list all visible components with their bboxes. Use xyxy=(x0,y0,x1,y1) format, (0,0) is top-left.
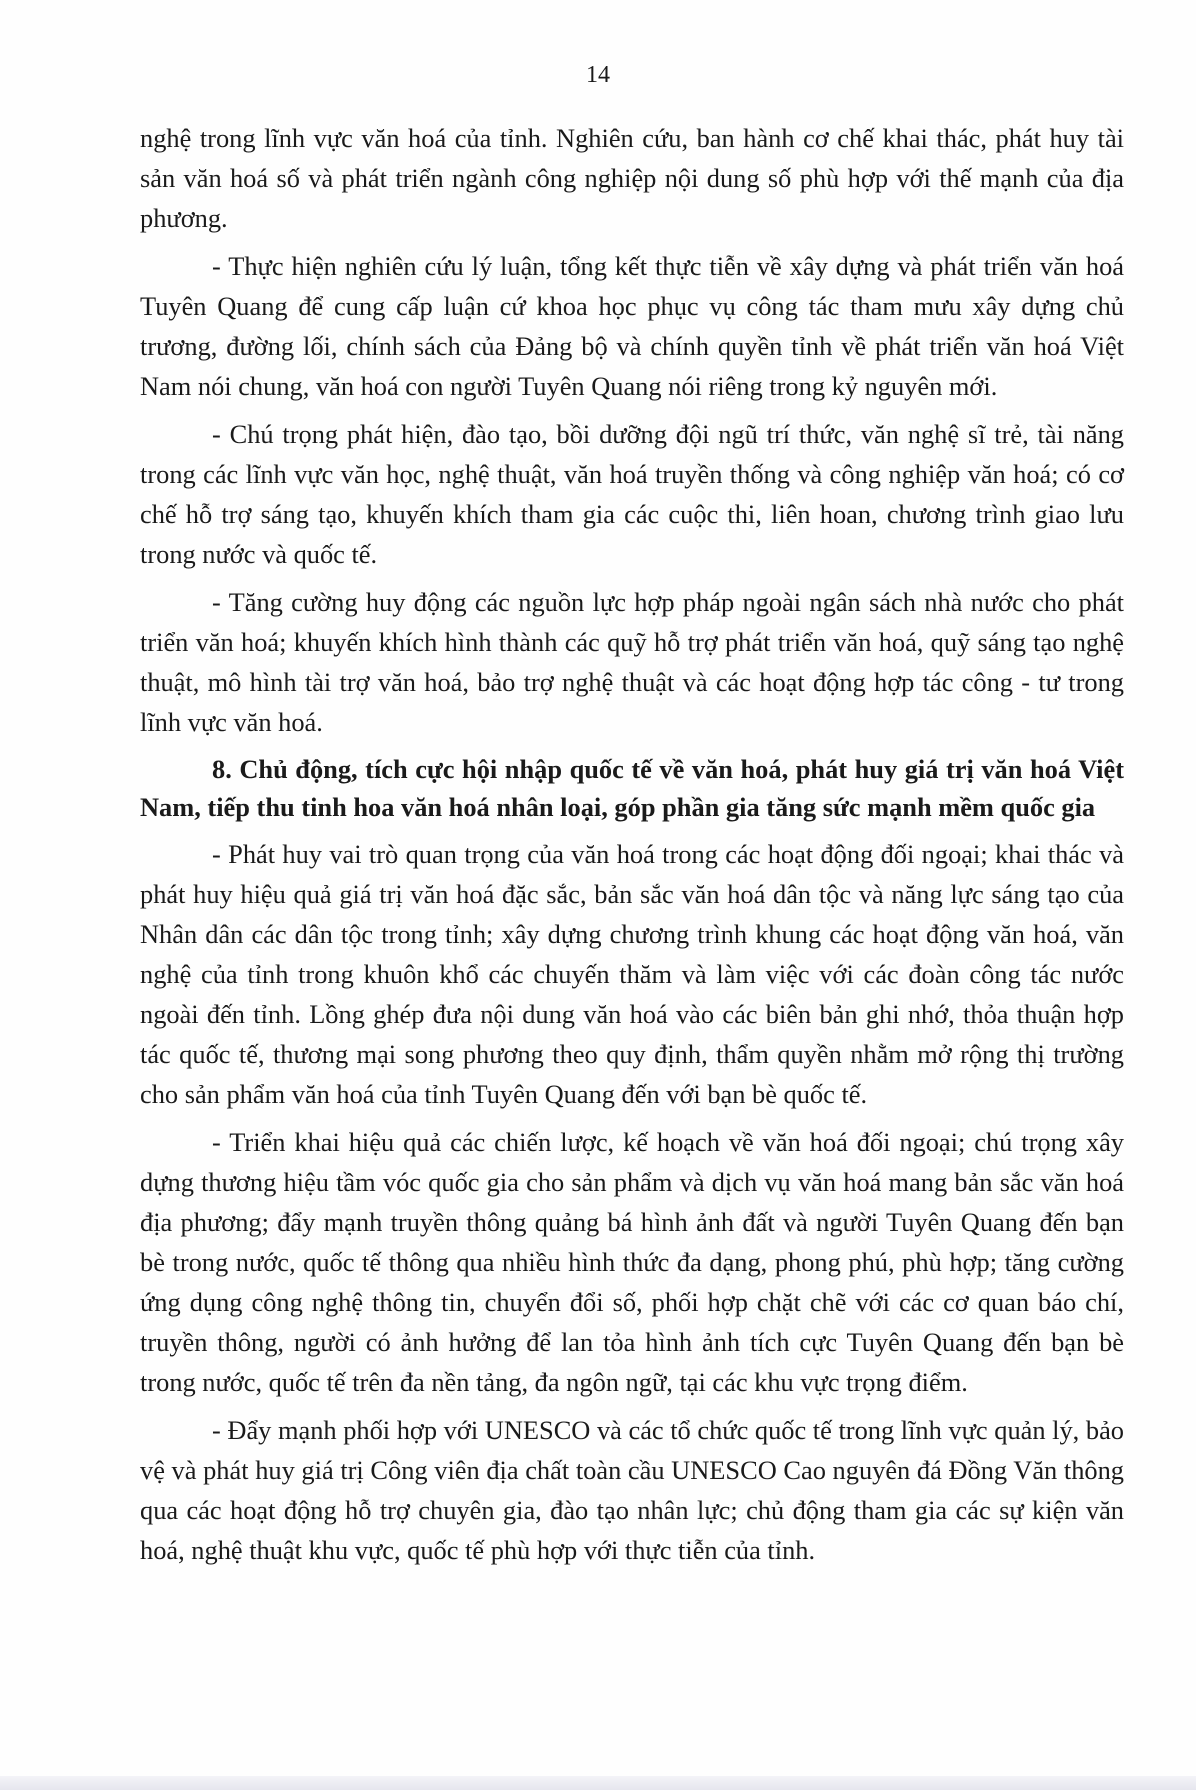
paragraph-resource-mobilization: - Tăng cường huy động các nguồn lực hợp pháp ngoài ngân sách nhà nước cho phát triển văn hoá; khuyến khích hình thành các quỹ hỗ trợ phát triển văn hoá, quỹ sáng tạo nghệ thuật, mô hình tài trợ văn hoá, bảo trợ nghệ thuật và các hoạt động hợp tác công - tư trong lĩnh vực văn hoá. xyxy=(140,587,1124,737)
paragraph-research-theory: - Thực hiện nghiên cứu lý luận, tổng kết thực tiễn về xây dựng và phát triển văn hoá Tuyên Quang để cung cấp luận cứ khoa học phục vụ công tác tham mưu xây dựng chủ trương, đường lối, chính sách của Đảng bộ và chính quyền tỉnh về phát triển văn hoá Việt Nam nói chung, văn hoá con người Tuyên Quang nói riêng trong kỷ nguyên mới. xyxy=(140,251,1124,401)
paragraph-unesco-cooperation: - Đẩy mạnh phối hợp với UNESCO và các tổ chức quốc tế trong lĩnh vực quản lý, bảo vệ và phát huy giá trị Công viên địa chất toàn cầu UNESCO Cao nguyên đá Đồng Văn thông qua các hoạt động hỗ trợ chuyên gia, đào tạo nhân lực; chủ động tham gia các sự kiện văn hoá, nghệ thuật khu vực, quốc tế phù hợp với thực tiễn của tỉnh. xyxy=(140,1415,1124,1565)
section-heading-8: 8. Chủ động, tích cực hội nhập quốc tế về văn hoá, phát huy giá trị văn hoá Việt Nam, tiếp thu tinh hoa văn hoá nhân loại, góp phần gia tăng sức mạnh mềm quốc gia xyxy=(140,754,1124,822)
document-body xyxy=(140,118,1124,1570)
paragraph-foreign-affairs: - Phát huy vai trò quan trọng của văn hoá trong các hoạt động đối ngoại; khai thác và phát huy hiệu quả giá trị văn hoá đặc sắc, bản sắc văn hoá dân tộc và năng lực sáng tạo của Nhân dân các dân tộc trong tỉnh; xây dựng chương trình khung các hoạt động văn hoá, văn nghệ của tỉnh trong khuôn khổ các chuyến thăm và làm việc với các đoàn công tác nước ngoài đến tỉnh. Lồng ghép đưa nội dung văn hoá vào các biên bản ghi nhớ, thỏa thuận hợp tác quốc tế, thương mại song phương theo quy định, thẩm quyền nhằm mở rộng thị trường cho sản phẩm văn hoá của tỉnh Tuyên Quang đến với bạn bè quốc tế. xyxy=(140,839,1124,1109)
page-number: 14 xyxy=(586,62,610,88)
paragraph-continuation: nghệ trong lĩnh vực văn hoá của tỉnh. Nghiên cứu, ban hành cơ chế khai thác, phát huy tài sản văn hoá số và phát triển ngành công nghiệp nội dung số phù hợp với thế mạnh của địa phương. xyxy=(140,123,1124,233)
paragraph-cultural-diplomacy: - Triển khai hiệu quả các chiến lược, kế hoạch về văn hoá đối ngoại; chú trọng xây dựng thương hiệu tầm vóc quốc gia cho sản phẩm và dịch vụ văn hoá mang bản sắc văn hoá địa phương; đẩy mạnh truyền thông quảng bá hình ảnh đất và người Tuyên Quang đến bạn bè trong nước, quốc tế thông qua nhiều hình thức đa dạng, phong phú, phù hợp; tăng cường ứng dụng công nghệ thông tin, chuyển đổi số, phối hợp chặt chẽ với các cơ quan báo chí, truyền thông, người có ảnh hưởng để lan tỏa hình ảnh tích cực Tuyên Quang đến bạn bè trong nước, quốc tế trên đa nền tảng, đa ngôn ngữ, tại các khu vực trọng điểm. xyxy=(140,1127,1124,1397)
scan-bottom-edge xyxy=(0,1776,1196,1790)
paragraph-talent-training: - Chú trọng phát hiện, đào tạo, bồi dưỡng đội ngũ trí thức, văn nghệ sĩ trẻ, tài năng trong các lĩnh vực văn học, nghệ thuật, văn hoá truyền thống và công nghiệp văn hoá; có cơ chế hỗ trợ sáng tạo, khuyến khích tham gia các cuộc thi, liên hoan, chương trình giao lưu trong nước và quốc tế. xyxy=(140,419,1124,569)
